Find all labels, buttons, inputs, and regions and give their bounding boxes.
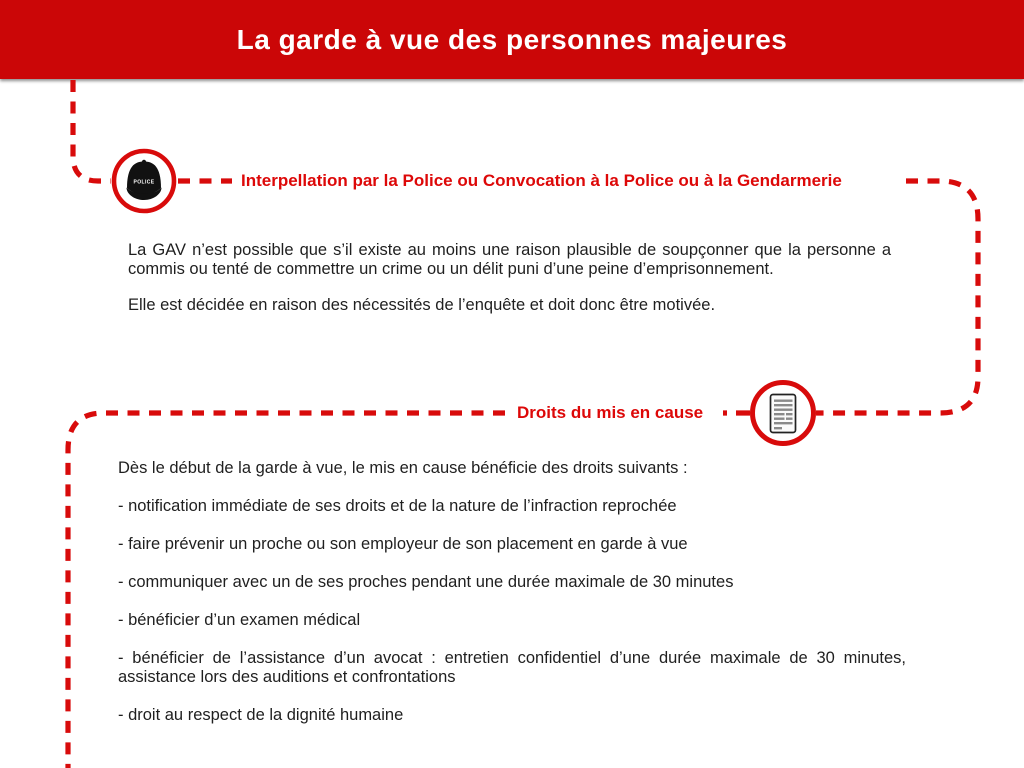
dashed-connector-top-left xyxy=(73,80,111,181)
section-body-droits xyxy=(118,459,906,744)
bullet-item: - bénéficier d’un examen médical xyxy=(118,611,361,629)
bullet-item: - faire prévenir un proche ou son employeur de son placement en garde à vue xyxy=(118,535,688,553)
section-title-droits: Droits du mis en cause xyxy=(517,403,704,422)
section-body-interpellation xyxy=(128,241,891,332)
bullet-item: - communiquer avec un de ses proches pendant une durée maximale de 30 minutes xyxy=(118,573,734,591)
paragraph: La GAV n’est possible que s’il existe au moins une raison plausible de soupçonner que la personne a commis ou tenté de commettre un crime ou un délit puni d’une peine d’emprisonnement. xyxy=(128,241,891,278)
bullet-item: - bénéficier de l’assistance d’un avocat : entretien confidentiel d’une durée maximale de 30 minutes, assistance lors des auditions et confrontations xyxy=(118,649,906,686)
section-title-interpellation: Interpellation par la Police ou Convocation à la Police ou à la Gendarmerie xyxy=(241,171,842,190)
bullet-item: - notification immédiate de ses droits et de la nature de l’infraction reprochée xyxy=(118,497,677,515)
document-icon xyxy=(753,383,814,444)
police-cap-icon xyxy=(114,151,174,211)
page-title: La garde à vue des personnes majeures xyxy=(236,23,788,55)
intro-line: Dès le début de la garde à vue, le mis en cause bénéficie des droits suivants : xyxy=(118,459,688,477)
bullet-item: - droit au respect de la dignité humaine xyxy=(118,706,404,724)
police-cap-label: POLICE xyxy=(133,179,155,186)
paragraph: Elle est décidée en raison des nécessités de l’enquête et doit donc être motivée. xyxy=(128,296,716,314)
